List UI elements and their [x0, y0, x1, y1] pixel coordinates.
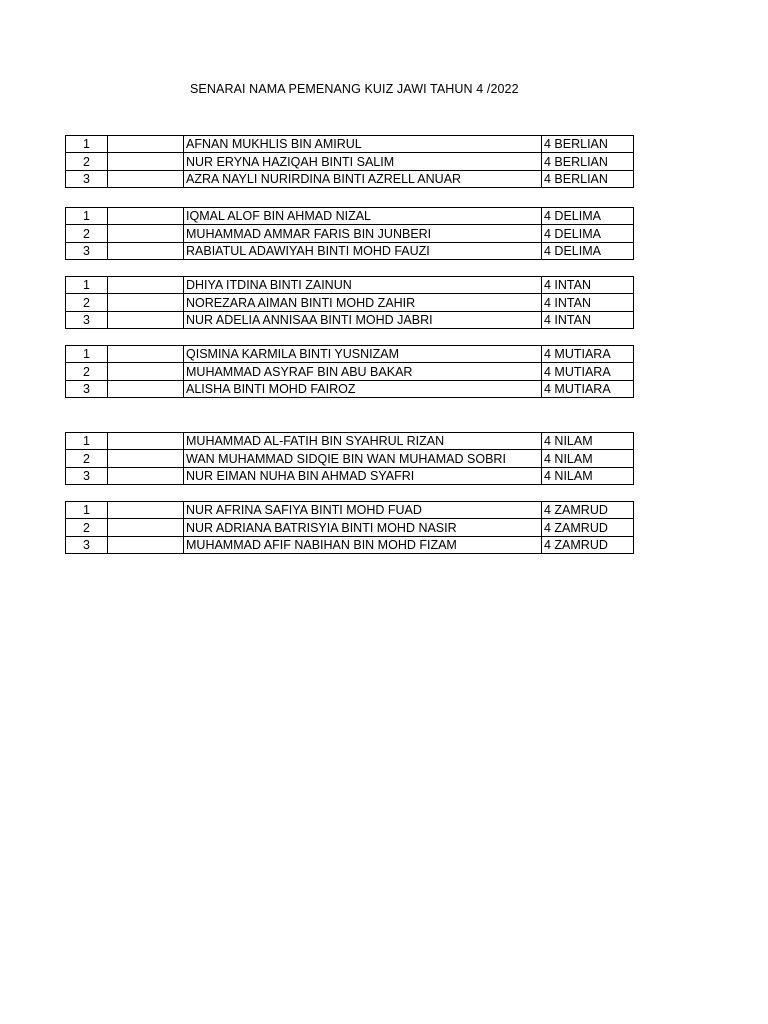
class-cell: 4 DELIMA	[542, 242, 634, 259]
name-cell: RABIATUL ADAWIYAH BINTI MOHD FAUZI	[184, 242, 542, 259]
rank-cell: 3	[66, 380, 108, 397]
rank-cell: 1	[66, 136, 108, 153]
winners-table-group-5	[65, 432, 634, 485]
name-cell: NUR AFRINA SAFIYA BINTI MOHD FUAD	[184, 502, 542, 519]
name-cell: AZRA NAYLI NURIRDINA BINTI AZRELL ANUAR	[184, 170, 542, 187]
blank-cell	[108, 277, 184, 294]
table-row	[66, 502, 634, 519]
blank-cell	[108, 346, 184, 363]
class-cell: 4 ZAMRUD	[542, 536, 634, 553]
table-row	[66, 467, 634, 484]
rank-cell: 2	[66, 294, 108, 311]
class-cell: 4 ZAMRUD	[542, 502, 634, 519]
table-row	[66, 311, 634, 328]
table-row	[66, 450, 634, 467]
winners-table-group-4	[65, 345, 634, 398]
table-row	[66, 153, 634, 170]
table-row	[66, 136, 634, 153]
rank-cell: 2	[66, 363, 108, 380]
blank-cell	[108, 242, 184, 259]
blank-cell	[108, 363, 184, 380]
class-cell: 4 INTAN	[542, 294, 634, 311]
table-row	[66, 170, 634, 187]
class-cell: 4 DELIMA	[542, 208, 634, 225]
class-cell: 4 MUTIARA	[542, 380, 634, 397]
class-cell: 4 MUTIARA	[542, 346, 634, 363]
winners-table-group-6	[65, 501, 634, 554]
blank-cell	[108, 311, 184, 328]
class-cell: 4 NILAM	[542, 433, 634, 450]
class-cell: 4 MUTIARA	[542, 363, 634, 380]
name-cell: IQMAL ALOF BIN AHMAD NIZAL	[184, 208, 542, 225]
blank-cell	[108, 502, 184, 519]
winners-table-group-1	[65, 135, 634, 188]
name-cell: NOREZARA AIMAN BINTI MOHD ZAHIR	[184, 294, 542, 311]
rank-cell: 1	[66, 346, 108, 363]
blank-cell	[108, 380, 184, 397]
class-cell: 4 NILAM	[542, 467, 634, 484]
class-cell: 4 BERLIAN	[542, 136, 634, 153]
blank-cell	[108, 467, 184, 484]
table-row	[66, 380, 634, 397]
rank-cell: 1	[66, 502, 108, 519]
blank-cell	[108, 153, 184, 170]
class-cell: 4 INTAN	[542, 311, 634, 328]
blank-cell	[108, 450, 184, 467]
name-cell: ALISHA BINTI MOHD FAIROZ	[184, 380, 542, 397]
rank-cell: 1	[66, 433, 108, 450]
rank-cell: 3	[66, 311, 108, 328]
class-cell: 4 BERLIAN	[542, 153, 634, 170]
table-row	[66, 433, 634, 450]
table-row	[66, 277, 634, 294]
name-cell: NUR ERYNA HAZIQAH BINTI SALIM	[184, 153, 542, 170]
page-title: SENARAI NAMA PEMENANG KUIZ JAWI TAHUN 4 /2022	[190, 82, 519, 96]
table-row	[66, 536, 634, 553]
table-row	[66, 363, 634, 380]
blank-cell	[108, 208, 184, 225]
winners-table-group-2	[65, 207, 634, 260]
rank-cell: 3	[66, 170, 108, 187]
name-cell: MUHAMMAD AMMAR FARIS BIN JUNBERI	[184, 225, 542, 242]
rank-cell: 2	[66, 450, 108, 467]
table-row	[66, 242, 634, 259]
name-cell: WAN MUHAMMAD SIDQIE BIN WAN MUHAMAD SOBRI	[184, 450, 542, 467]
rank-cell: 2	[66, 225, 108, 242]
rank-cell: 2	[66, 519, 108, 536]
rank-cell: 3	[66, 467, 108, 484]
name-cell: MUHAMMAD AL-FATIH BIN SYAHRUL RIZAN	[184, 433, 542, 450]
blank-cell	[108, 433, 184, 450]
table-row	[66, 346, 634, 363]
blank-cell	[108, 294, 184, 311]
class-cell: 4 NILAM	[542, 450, 634, 467]
rank-cell: 1	[66, 208, 108, 225]
class-cell: 4 BERLIAN	[542, 170, 634, 187]
blank-cell	[108, 170, 184, 187]
class-cell: 4 DELIMA	[542, 225, 634, 242]
class-cell: 4 ZAMRUD	[542, 519, 634, 536]
name-cell: DHIYA ITDINA BINTI ZAINUN	[184, 277, 542, 294]
name-cell: AFNAN MUKHLIS BIN AMIRUL	[184, 136, 542, 153]
rank-cell: 3	[66, 536, 108, 553]
winners-table-group-3	[65, 276, 634, 329]
rank-cell: 2	[66, 153, 108, 170]
table-row	[66, 294, 634, 311]
rank-cell: 1	[66, 277, 108, 294]
name-cell: NUR EIMAN NUHA BIN AHMAD SYAFRI	[184, 467, 542, 484]
name-cell: NUR ADRIANA BATRISYIA BINTI MOHD NASIR	[184, 519, 542, 536]
table-row	[66, 208, 634, 225]
table-row	[66, 519, 634, 536]
class-cell: 4 INTAN	[542, 277, 634, 294]
blank-cell	[108, 136, 184, 153]
name-cell: MUHAMMAD AFIF NABIHAN BIN MOHD FIZAM	[184, 536, 542, 553]
name-cell: NUR ADELIA ANNISAA BINTI MOHD JABRI	[184, 311, 542, 328]
name-cell: QISMINA KARMILA BINTI YUSNIZAM	[184, 346, 542, 363]
blank-cell	[108, 519, 184, 536]
blank-cell	[108, 536, 184, 553]
table-row	[66, 225, 634, 242]
rank-cell: 3	[66, 242, 108, 259]
name-cell: MUHAMMAD ASYRAF BIN ABU BAKAR	[184, 363, 542, 380]
blank-cell	[108, 225, 184, 242]
